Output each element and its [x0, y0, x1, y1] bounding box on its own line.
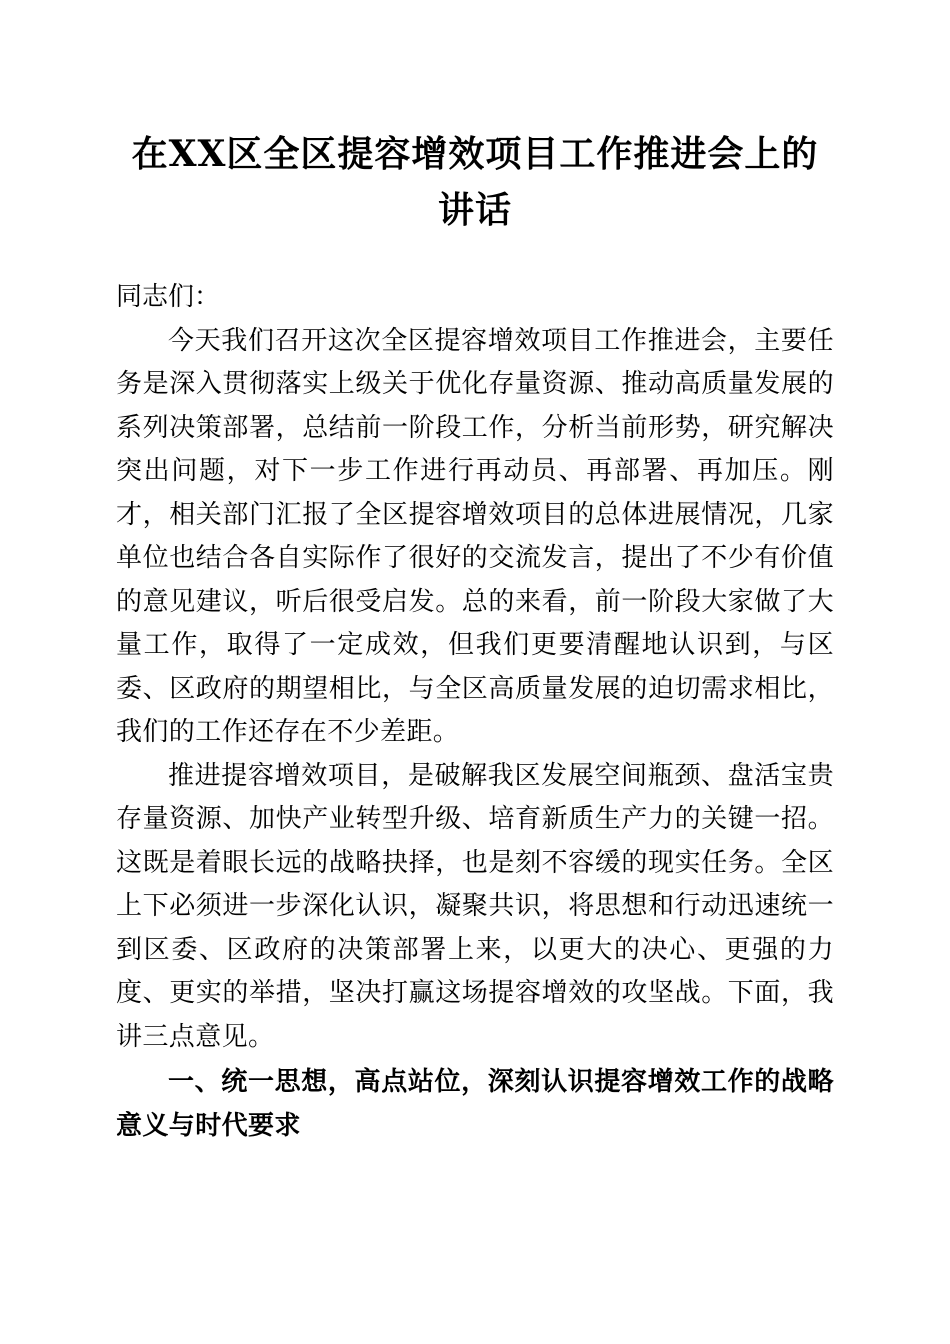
- body-paragraph-2: 推进提容增效项目，是破解我区发展空间瓶颈、盘活宝贵存量资源、加快产业转型升级、培育新质生产力的关键一招。这既是着眼长远的战略抉择，也是刻不容缓的现实任务。全区上下必须进一步深化认识，凝聚共识，将思想和行动迅速统一到区委、区政府的决策部署上来，以更大的决心、更强的力度、更实的举措，坚决打赢这场提容增效的攻坚战。下面，我讲三点意见。: [116, 760, 834, 1052]
- document-title: 在XX区全区提容增效项目工作推进会上的讲话: [131, 133, 819, 231]
- section-heading-1: 一、统一思想，高点站位，深刻认识提容增效工作的战略意义与时代要求: [116, 1067, 834, 1141]
- body-paragraph-1: 今天我们召开这次全区提容增效项目工作推进会，主要任务是深入贯彻落实上级关于优化存量资源、推动高质量发展的系列决策部署，总结前一阶段工作，分析当前形势，研究解决突出问题，对下一步工作进行再动员、再部署、再加压。刚才，相关部门汇报了全区提容增效项目的总体进展情况，几家单位也结合各自实际作了很好的交流发言，提出了不少有价值的意见建议，听后很受启发。总的来看，前一阶段大家做了大量工作，取得了一定成效，但我们更要清醒地认识到，与区委、区政府的期望相比，与全区高质量发展的迫切需求相比，我们的工作还存在不少差距。: [116, 325, 834, 747]
- salutation-line: 同志们：: [116, 282, 221, 312]
